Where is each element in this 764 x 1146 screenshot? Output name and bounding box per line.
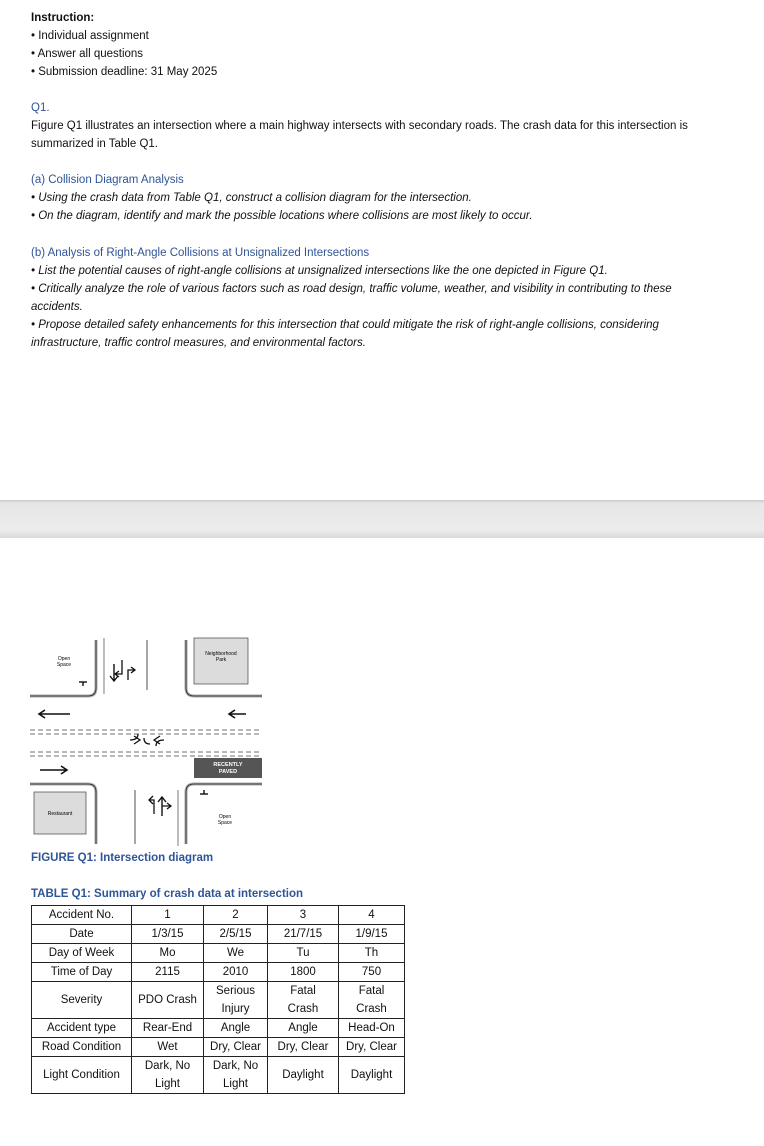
- row-label: Day of Week: [32, 944, 132, 963]
- table-cell: Mo: [132, 944, 204, 963]
- table-cell: PDO Crash: [132, 982, 204, 1019]
- open-space-se-label: Open: [218, 814, 232, 820]
- table-cell: Fatal Crash: [339, 982, 405, 1019]
- table-cell: Dry, Clear: [268, 1038, 339, 1057]
- table-row: [32, 982, 405, 1019]
- part-b-title: (b) Analysis of Right-Angle Collisions at Unsignalized Intersections: [31, 247, 370, 259]
- figure-caption: FIGURE Q1: Intersection diagram: [31, 852, 214, 864]
- table-cell: 2115: [132, 963, 204, 982]
- table-row: [32, 963, 405, 982]
- table-cell: Fatal Crash: [268, 982, 339, 1019]
- table-cell: Wet: [132, 1038, 204, 1057]
- open-space-nw-label: Space: [56, 662, 72, 668]
- table-cell: 1/3/15: [132, 925, 204, 944]
- table-cell: 3: [268, 906, 339, 925]
- table-cell: 1800: [268, 963, 339, 982]
- part-a-bullet: • Using the crash data from Table Q1, construct a collision diagram for the intersection.: [31, 192, 472, 204]
- table-cell: Head-On: [339, 1019, 405, 1038]
- table-row: [32, 906, 405, 925]
- table-row: [32, 1038, 405, 1057]
- table-cell: Angle: [204, 1019, 268, 1038]
- table-cell: Serious Injury: [204, 982, 268, 1019]
- table-row: [32, 925, 405, 944]
- instruction-item: • Submission deadline: 31 May 2025: [31, 66, 218, 78]
- row-label: Light Condition: [32, 1057, 132, 1094]
- part-b-bullet: infrastructure, traffic control measures, and environmental factors.: [31, 337, 366, 349]
- row-label: Road Condition: [32, 1038, 132, 1057]
- table-cell: 2/5/15: [204, 925, 268, 944]
- table-cell: 4: [339, 906, 405, 925]
- part-b-bullet: • Propose detailed safety enhancements for this intersection that could mitigate the risk of right-angle collisions, considering: [31, 319, 659, 331]
- page-gap: [0, 500, 764, 538]
- table-cell: Daylight: [268, 1057, 339, 1094]
- row-label: Time of Day: [32, 963, 132, 982]
- table-caption: TABLE Q1: Summary of crash data at intersection: [31, 888, 304, 900]
- table-cell: 1/9/15: [339, 925, 405, 944]
- table-cell: Th: [339, 944, 405, 963]
- table-cell: Dark, No Light: [132, 1057, 204, 1094]
- q1-title: Q1.: [31, 102, 50, 114]
- table-cell: Dark, No Light: [204, 1057, 268, 1094]
- table-cell: Dry, Clear: [339, 1038, 405, 1057]
- neighborhood-park-label: Neighborhood: [205, 651, 237, 657]
- neighborhood-park-label: Park: [215, 657, 227, 663]
- restaurant-label: Restaurant: [47, 811, 73, 817]
- part-b-bullet: • Critically analyze the role of various factors such as road design, traffic volume, weather, and visibility in contributing to these: [31, 283, 672, 295]
- part-b-bullet: • List the potential causes of right-angle collisions at unsignalized intersections like the one depicted in Figure Q1.: [31, 265, 608, 277]
- table-cell: We: [204, 944, 268, 963]
- q1-intro: summarized in Table Q1.: [31, 138, 158, 150]
- open-space-nw-label: Open: [57, 656, 71, 662]
- recently-paved-label: PAVED: [218, 769, 238, 775]
- open-space-se-label: Space: [217, 820, 233, 826]
- table-cell: 21/7/15: [268, 925, 339, 944]
- instruction-item: • Answer all questions: [31, 48, 144, 60]
- table-cell: 1: [132, 906, 204, 925]
- instruction-item: • Individual assignment: [31, 30, 149, 42]
- part-a-title: (a) Collision Diagram Analysis: [31, 174, 184, 186]
- page-1: [0, 0, 764, 500]
- recently-paved-label: RECENTLY: [213, 762, 243, 768]
- table-cell: 750: [339, 963, 405, 982]
- part-b-bullet: accidents.: [31, 301, 83, 313]
- row-label: Accident type: [32, 1019, 132, 1038]
- page-2: [0, 538, 764, 1146]
- table-cell: Tu: [268, 944, 339, 963]
- table-cell: Angle: [268, 1019, 339, 1038]
- table-cell: Dry, Clear: [204, 1038, 268, 1057]
- table-cell: Rear-End: [132, 1019, 204, 1038]
- table-row: [32, 1019, 405, 1038]
- row-label: Accident No.: [32, 906, 132, 925]
- crash-data-table: [31, 905, 405, 1094]
- table-cell: Daylight: [339, 1057, 405, 1094]
- part-a-bullet: • On the diagram, identify and mark the possible locations where collisions are most likely to occur.: [31, 210, 533, 222]
- table-row: [32, 1057, 405, 1094]
- intersection-diagram: [30, 634, 270, 848]
- table-row: [32, 944, 405, 963]
- instruction-heading: Instruction:: [31, 12, 95, 24]
- row-label: Severity: [32, 982, 132, 1019]
- table-cell: 2010: [204, 963, 268, 982]
- table-cell: 2: [204, 906, 268, 925]
- row-label: Date: [32, 925, 132, 944]
- q1-intro: Figure Q1 illustrates an intersection where a main highway intersects with secondary roads. The crash data for this intersection is: [31, 120, 688, 132]
